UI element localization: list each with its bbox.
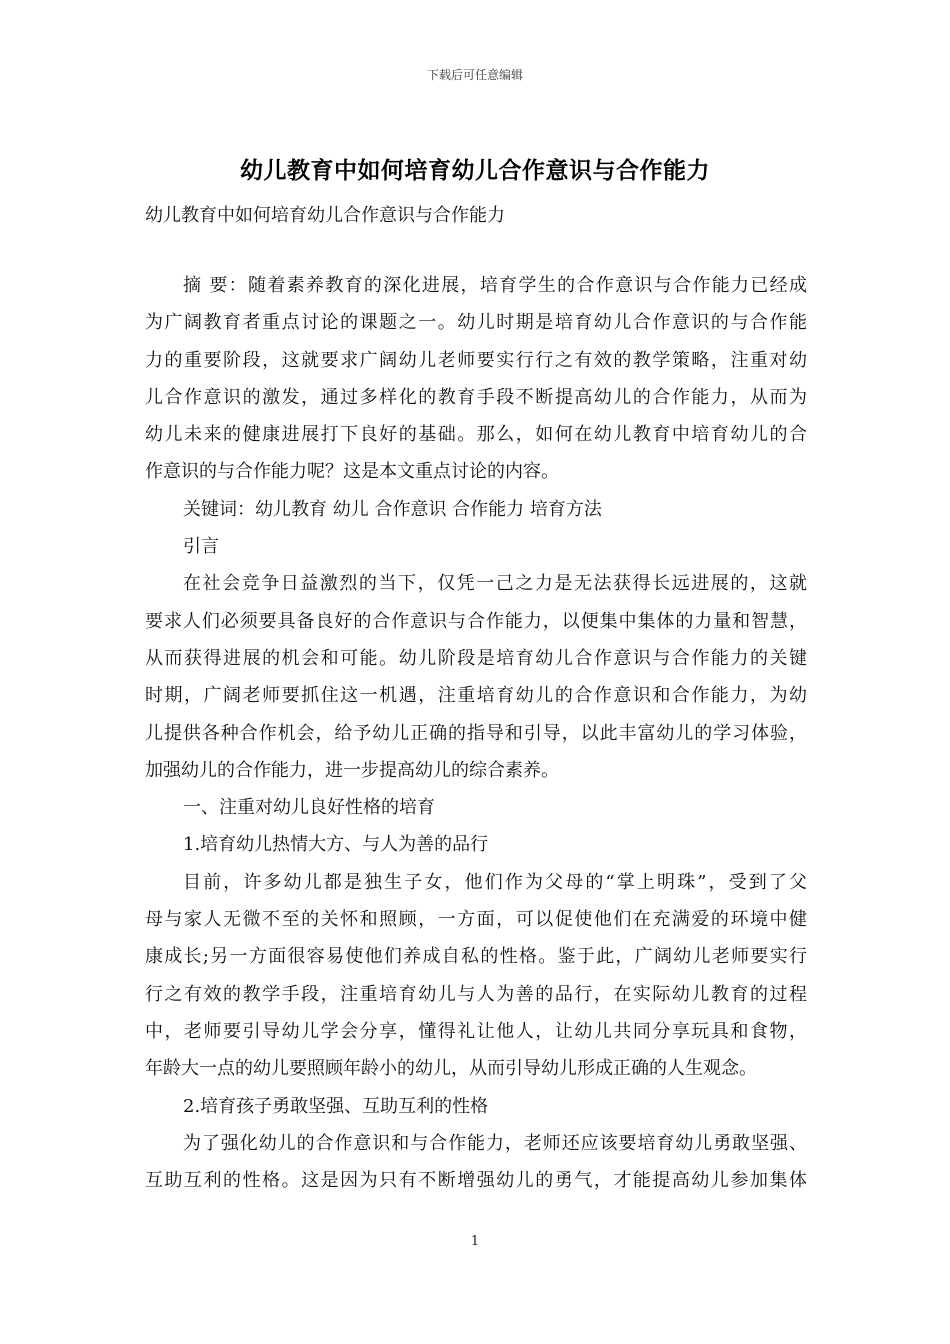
header-note: 下载后可任意编辑 — [426, 68, 523, 82]
text-line: 加强幼儿的合作能力，进一步提高幼儿的综合素养。 — [145, 759, 559, 781]
text-line: 在社会竞争日益激烈的当下，仅凭一己之力是无法获得长远进展的，这就 — [183, 573, 807, 595]
text-line: 儿提供各种合作机会，给予幼儿正确的指导和引导，以此丰富幼儿的学习体验， — [145, 722, 807, 744]
text-line: 目前，许多幼儿都是独生子女，他们作为父母的“掌上明珠”，受到了父 — [183, 871, 807, 893]
text-line: 一、注重对幼儿良好性格的培育 — [183, 797, 435, 819]
text-line: 时期，广阔老师要抓住这一机遇，注重培育幼儿的合作意识和合作能力，为幼 — [145, 685, 807, 707]
text-line: 2.培育孩子勇敢坚强、互助互利的性格 — [183, 1095, 489, 1117]
text-line: 要求人们必须要具备良好的合作意识与合作能力，以便集中集体的力量和智慧， — [145, 610, 807, 632]
text-line: 作意识的与合作能力呢？这是本文重点讨论的内容。 — [145, 461, 559, 483]
text-line: 从而获得进展的机会和可能。幼儿阶段是培育幼儿合作意识与合作能力的关键 — [145, 647, 807, 669]
document-subtitle: 幼儿教育中如何培育幼儿合作意识与合作能力 — [145, 205, 505, 226]
page-number: 1 — [470, 1234, 480, 1249]
text-line: 年龄大一点的幼儿要照顾年龄小的幼儿，从而引导幼儿形成正确的人生观念。 — [145, 1058, 757, 1080]
text-line: 关键词：幼儿教育 幼儿 合作意识 合作能力 培育方法 — [183, 498, 602, 520]
text-line: 互助互利的性格。这是因为只有不断增强幼儿的勇气，才能提高幼儿参加集体 — [145, 1170, 807, 1192]
text-line: 摘 要：随着素养教育的深化进展，培育学生的合作意识与合作能力已经成 — [183, 275, 807, 296]
text-line: 行之有效的教学手段，注重培育幼儿与人为善的品行，在实际幼儿教育的过程 — [145, 983, 807, 1005]
document-body — [145, 272, 807, 1204]
text-line: 中，老师要引导幼儿学会分享，懂得礼让他人，让幼儿共同分享玩具和食物， — [145, 1020, 807, 1042]
text-line: 母与家人无微不至的关怀和照顾，一方面，可以促使他们在充满爱的环境中健 — [145, 909, 807, 931]
text-line: 1.培育幼儿热情大方、与人为善的品行 — [183, 834, 489, 856]
document-title: 幼儿教育中如何培育幼儿合作意识与合作能力 — [240, 157, 710, 184]
text-line: 儿合作意识的激发，通过多样化的教育手段不断提高幼儿的合作能力，从而为 — [145, 386, 807, 408]
text-line: 力的重要阶段，这就要求广阔幼儿老师要实行行之有效的教学策略，注重对幼 — [145, 349, 807, 371]
text-line: 为了强化幼儿的合作意识和与合作能力，老师还应该要培育幼儿勇敢坚强、 — [183, 1132, 807, 1154]
text-line: 为广阔教育者重点讨论的课题之一。幼儿时期是培育幼儿合作意识的与合作能 — [145, 312, 807, 334]
text-line: 引言 — [183, 536, 219, 558]
text-line: 康成长;另一方面很容易使他们养成自私的性格。鉴于此，广阔幼儿老师要实行 — [145, 946, 807, 968]
text-line: 幼儿未来的健康进展打下良好的基础。那么，如何在幼儿教育中培育幼儿的合 — [145, 424, 807, 446]
